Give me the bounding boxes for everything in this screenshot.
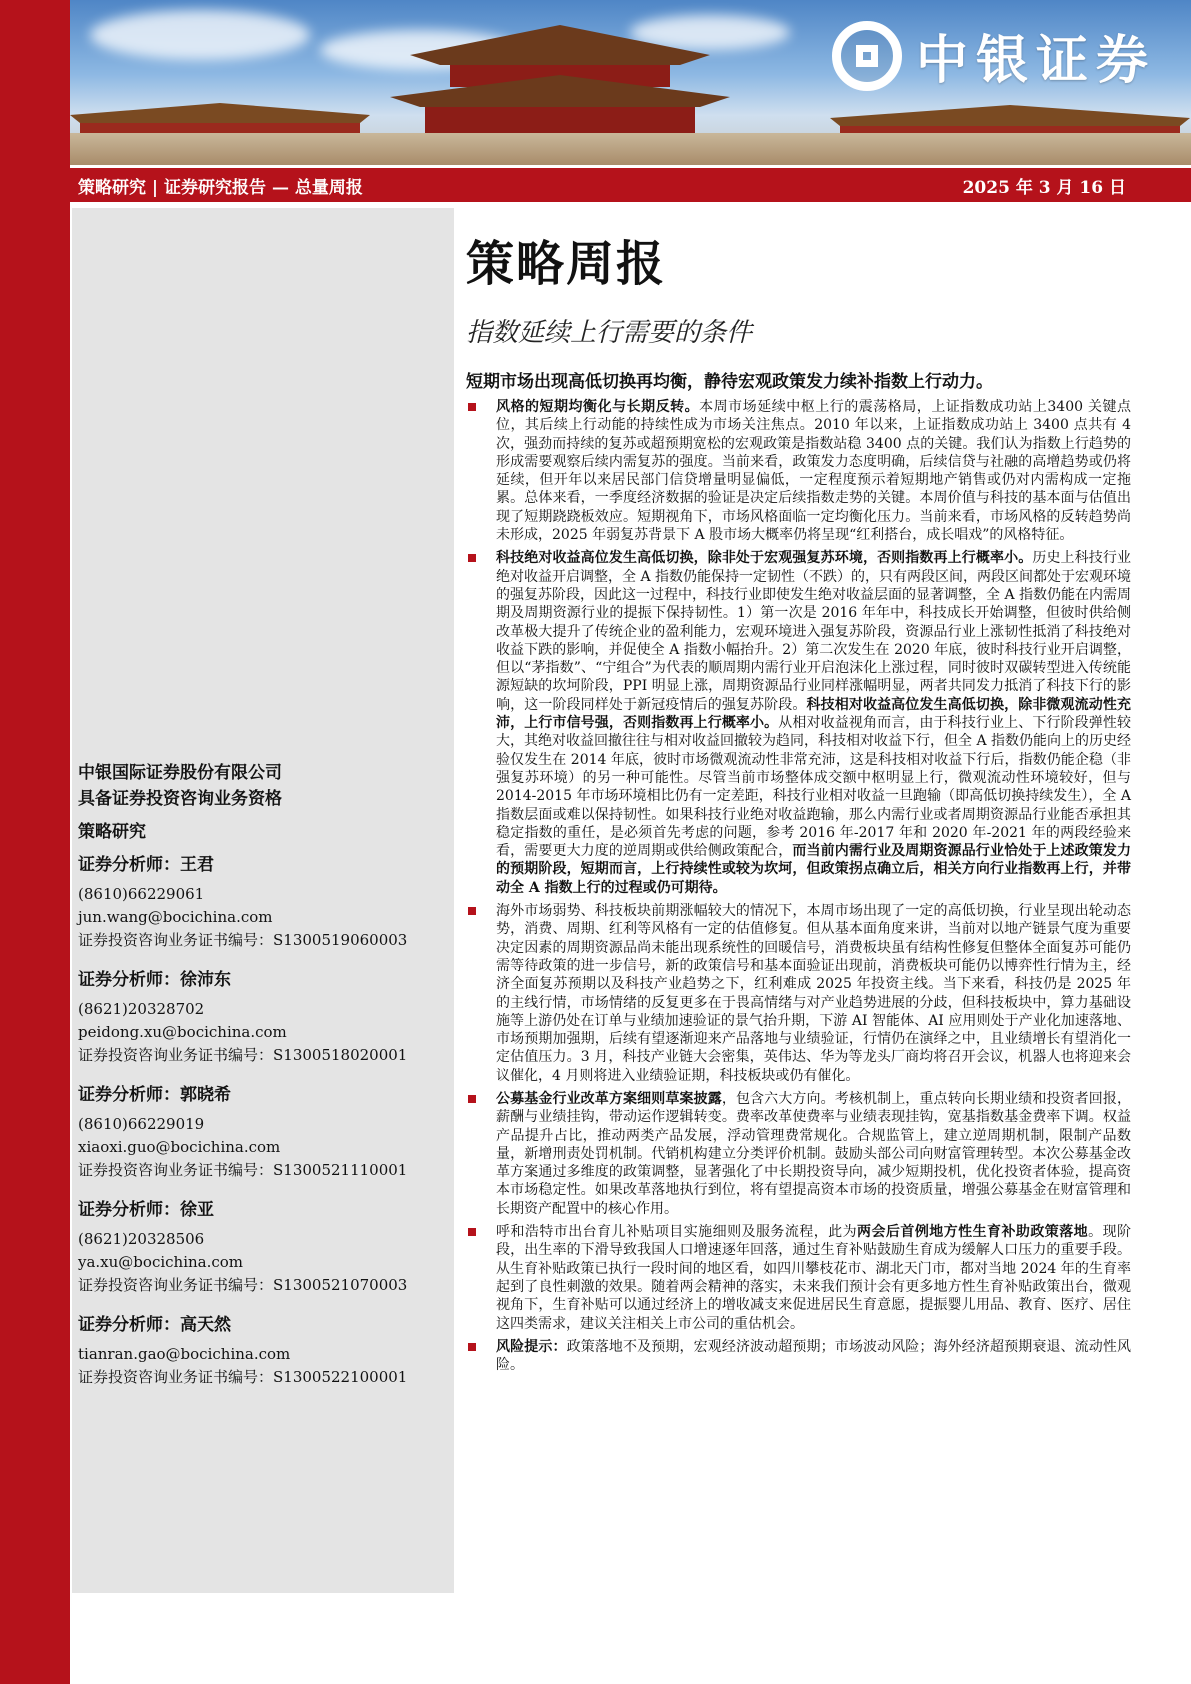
- analyst-phone: (8610)66229019: [78, 1115, 205, 1133]
- bullet-heading: 公募基金行业改革方案细则草案披露: [496, 1090, 722, 1107]
- analyst-cert: 证券投资咨询业务证书编号：S1300519060003: [78, 931, 408, 949]
- analyst-email[interactable]: peidong.xu@bocichina.com: [78, 1023, 287, 1041]
- summary-bullet-list: [466, 398, 1131, 1379]
- bullet-emphasis: 两会后首例地方性生育补助政策落地: [857, 1224, 1089, 1241]
- analyst-cert: 证券投资咨询业务证书编号：S1300521110001: [78, 1161, 408, 1179]
- analyst-card: [78, 854, 407, 952]
- analyst-cert: 证券投资咨询业务证书编号：S1300521070003: [78, 1276, 408, 1294]
- red-square-bullet-icon: [468, 1228, 476, 1236]
- courtyard-ground: [70, 133, 1191, 165]
- report-subtitle: 指数延续上行需要的条件: [466, 318, 753, 348]
- analyst-name: 证券分析师：徐沛东: [78, 970, 231, 990]
- red-square-bullet-icon: [468, 1095, 476, 1103]
- analyst-email[interactable]: tianran.gao@bocichina.com: [78, 1345, 291, 1363]
- bullet-heading: 风格的短期均衡化与长期反转。: [496, 399, 700, 415]
- bullet-text: 历史上科技行业绝对收益开启调整，全 A 指数仍能保持一定韧性（不跌）的，只有两段区间，两段区间都处于宏观环境的强复苏阶段，因此这一过程中，科技行业即使发生绝对收益层面的显著调整，全 A 指数仍能在内需周期及周期资源行业的提振下保持韧性。1）第一次是 2016 年年中，科技成长开始调整，但彼时供给侧改革极大提升了传统企业的盈利能力，宏观环境进入强复苏阶段，资源品行业上涨韧性抵消了科技绝对收益下跌的影响，并促使全 A 指数小幅抬升。2）第二次发生在 2020 年底，彼时科技行业开启调整，但以“茅指数”、“宁组合”为代表的顺周期内需行业开启泡沫化上涨过程，同时彼时双碳转型进入传统能源短缺的坎坷阶段，PPI 明显上涨，周期资源品行业同样涨幅明显，两者共同发力抵消了科技下行的影响，这一阶段同样处于新冠疫情后的强复苏阶段。: [496, 550, 1132, 713]
- brand-name: 中银证券: [915, 31, 1156, 91]
- bullet-text: 本周市场延续中枢上行的震荡格局，上证指数成功站上3400 关键点位，其后续上行动能的持续性成为市场关注焦点。2010 年以来，上证指数成功站上 3400 点共有 4 次，强劲而持续的复苏或超预期宽松的宏观政策是指数站稳 3400 点的关键。我们认为指数上行趋势的形成需要观察后续内需复苏的强度。当前来看，政策发力态度明确，后续信贷与社融的高增趋势或仍将延续，但开年以来居民部门信贷增量明显偏低，一定程度预示着短期地产销售或仍对内需构成一定拖累。总体来看，一季度经济数据的验证是决定后续指数走势的关键。本周价值与科技的基本面与估值出现了短期跷跷板效应。短期视角下，市场风格面临一定均衡化压力。当前来看，市场风格的反转趋势尚未形成，2025 年弱复苏背景下 A 股市场大概率仍将呈现“红利搭台，成长唱戏”的风格特征。: [496, 399, 1132, 544]
- analyst-card: [78, 1084, 407, 1182]
- red-square-bullet-icon: [468, 403, 476, 411]
- bullet-text: 。现阶段，出生率的下滑导致我国人口增速逐年回落，通过生育补贴鼓励生育成为缓解人口压力的重要手段。从生育补贴政策已执行一段时间的地区看，如四川攀枝花市、湖北天门市，都对当地 2024 年的生育率起到了良性刺激的效果。随着两会精神的落实，未来我们预计会有更多地方性生育补贴政策出台，微观视角下，生育补贴可以通过经济上的增收减支来促进居民生育意愿，提振婴儿用品、教育、医疗、居住这四类需求，建议关注相关上市公司的重估机会。: [496, 1224, 1132, 1332]
- cloud-decoration: [90, 10, 310, 60]
- brand-logo: [832, 18, 1156, 93]
- company-qualification: 具备证券投资咨询业务资格: [78, 789, 282, 809]
- analyst-email[interactable]: jun.wang@bocichina.com: [78, 908, 273, 926]
- header-banner-image: [70, 0, 1191, 165]
- department-label: 策略研究: [78, 822, 146, 842]
- analyst-name: 证券分析师：郭晓希: [78, 1085, 231, 1105]
- analyst-cert: 证券投资咨询业务证书编号：S1300522100001: [78, 1368, 408, 1386]
- bullet-text: ，包含六大方向。考核机制上，重点转向长期业绩和投资者回报，薪酬与业绩挂钩，带动运作逻辑转变。费率改革使费率与业绩表现挂钩，宽基指数基金费率下调。权益产品提升占比，推动两类产品发展，浮动管理费常规化。合规监管上，建立逆周期机制，限制产品数量，新增刑责处罚机制。代销机构建立分类评价机制。鼓励头部公司向财富管理转型。本次公募基金改革方案通过多维度的政策调整，显著强化了中长期投资导向，减少短期投机，优化投资者体验，提高资本市场稳定性。如果改革落地执行到位，将有望提高资本市场的投资质量，增强公募基金在财富管理和长期资产配置中的核心作用。: [496, 1090, 1132, 1217]
- risk-heading: 风险提示：: [496, 1338, 567, 1355]
- red-square-bullet-icon: [468, 1343, 476, 1351]
- bullet-text: 从相对收益视角而言，由于科技行业上、下行阶段弹性较大，其绝对收益回撤往往与相对收益回撤较为趋同，科技相对收益下行，但全 A 指数仍能向上的历史经验仅发生在 2014 年底，彼时市场微观流动性非常充沛，这是科技相对收益下行后，指数仍能企稳（非强复苏环境）的另一种可能性。尽管当前市场整体成交额中枢明显上行，微观流动性环境较好，但与 2014-2015 年市场环境相比仍有一定差距，科技行业相对收益一旦跑输（即高低切换持续发生），全 A 指数层面或难以保持韧性。如果科技行业绝对收益跑输，那么内需行业或者周期资源品行业能否承担其稳定指数的重任，是必须首先考虑的问题，参考 2016 年-2017 年和 2020 年-2021 年的两段经验来看，需要更大力度的逆周期或供给侧政策配合，: [496, 715, 1132, 860]
- analyst-cert: 证券投资咨询业务证书编号：S1300518020001: [78, 1046, 408, 1064]
- analyst-email[interactable]: ya.xu@bocichina.com: [78, 1253, 244, 1271]
- analyst-name: 证券分析师：王君: [78, 855, 214, 875]
- analyst-name: 证券分析师：高天然: [78, 1315, 231, 1335]
- bullet-text: 海外市场弱势、科技板块前期涨幅较大的情况下，本周市场出现了一定的高低切换，行业呈现出轮动态势，消费、周期、红利等风格有一定的估值修复。但从基本面角度来讲，当前对以地产链景气度为重要决定因素的周期资源品尚未能出现系统性的回暖信号，消费板块虽有结构性修复但整体全面复苏可能仍需等待政策的进一步信号，新的政策信号和基本面验证出现前，消费板块可能仍以博弈性行情为主，经济全面复苏预期以及科技产业趋势之下，红利难成 2025 年投资主线。当下来看，科技仍是 2025 年的主线行情，市场情绪的反复更多在于畏高情绪与对产业趋势进展的分歧，但科技板块中，算力基础设施等上游仍处在订单与业绩加速验证的景气抬升期，下游 AI 智能体、AI 应用则处于产业化加速落地、市场预期加强期，后续有望逐渐迎来产品落地与业绩验证，行情仍在演绎之中，且业绩增长有望消化一定估值压力。3 月，科技产业链大会密集，英伟达、华为等龙头厂商均将召开会议，机器人也将迎来会议催化，4 月则将进入业绩验证期，科技板块或仍有催化。: [496, 903, 1131, 1084]
- analyst-phone: (8621)20328702: [78, 1000, 205, 1018]
- analyst-card: [78, 969, 407, 1067]
- bullet-text: 呼和浩特市出台育儿补贴项目实施细则及服务流程，此为: [496, 1224, 858, 1241]
- company-info: [78, 760, 282, 812]
- company-name: 中银国际证券股份有限公司: [78, 763, 282, 783]
- palace-illustration: [370, 25, 750, 150]
- bullet-emphasis: 而当前内需行业及周期资源品行业恰处于上述政策发力的预期阶段，短期而言，上行持续性或较为坎坷，但政策拐点确立后，相关方向行业指数再上行，并带动全 A 指数上行的过程或仍可期待。: [496, 843, 1132, 896]
- report-title-block: [466, 225, 1131, 349]
- report-category: 策略研究 | 证券研究报告 — 总量周报: [78, 177, 363, 198]
- analyst-card: [78, 1199, 407, 1297]
- report-headline: 短期市场出现高低切换再均衡，静待宏观政策发力续补指数上行动力。: [466, 372, 993, 392]
- bullet-item: [466, 1223, 1131, 1333]
- bullet-item: [466, 1338, 1131, 1375]
- analyst-phone: (8610)66229061: [78, 885, 205, 903]
- report-date: 2025 年 3 月 16 日: [962, 177, 1126, 198]
- red-square-bullet-icon: [468, 907, 476, 915]
- analyst-email[interactable]: xiaoxi.guo@bocichina.com: [78, 1138, 281, 1156]
- analyst-name: 证券分析师：徐亚: [78, 1200, 214, 1220]
- analyst-phone: (8621)20328506: [78, 1230, 205, 1248]
- risk-text: 政策落地不及预期，宏观经济波动超预期；市场波动风险；海外经济超预期衰退、流动性风险。: [496, 1338, 1132, 1374]
- analyst-card: [78, 1314, 407, 1389]
- left-red-band: [0, 0, 70, 1684]
- bullet-heading: 科技绝对收益高位发生高低切换，除非处于宏观强复苏环境，否则指数再上行概率小。: [496, 550, 1033, 567]
- report-header-bar: [70, 168, 1191, 202]
- bullet-emphasis: 科技相对收益高位发生高低切换，除非微观流动性充沛，上行市信号强，否则指数再上行概率小。: [496, 696, 1131, 732]
- bullet-item: [466, 398, 1131, 544]
- bullet-item: [466, 549, 1131, 897]
- red-square-bullet-icon: [468, 554, 476, 562]
- report-title: 策略周报: [466, 236, 667, 292]
- bullet-item: [466, 902, 1131, 1085]
- boc-logo-icon: [832, 21, 902, 91]
- bullet-item: [466, 1090, 1131, 1218]
